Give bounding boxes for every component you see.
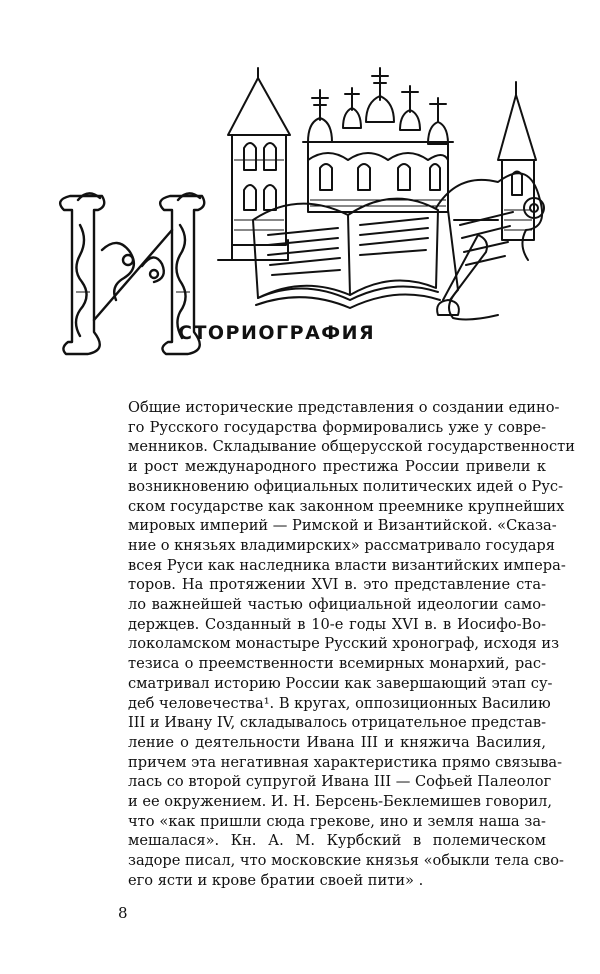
text-line: держцев. Созданный в 10-е годы XVI в. в Иосифо-Во-	[128, 615, 546, 633]
text-line: ление о деятельности Ивана III и княжича Василия,	[128, 733, 546, 751]
text-line: локоламском монастыре Русский хронограф, исходя из	[128, 635, 560, 653]
text-line: III и Ивану IV, складывалось отрицательное представ-	[128, 714, 547, 732]
text-line: что «как пришли сюда грекове, ино и земля наша за-	[128, 812, 546, 830]
text-line: тезиса о преемственности всемирных монархий, рас-	[128, 655, 546, 673]
text-line: мешалася». Кн. А. М. Курбский в полемическом	[128, 832, 546, 850]
text-line: всея Руси как наследника власти византийских импера-	[128, 556, 566, 574]
inkwell-quill-drawing	[437, 235, 487, 315]
text-line: причем эта негативная характеристика прямо связыва-	[128, 753, 563, 771]
tower-left-drawing	[228, 68, 290, 260]
text-line: и рост международного престижа России привели к	[128, 458, 546, 476]
body-paragraph	[128, 398, 575, 891]
text-line: торов. На протяжении XVI в. это представление ста-	[128, 576, 546, 594]
text-line: и ее окружением. И. Н. Берсень-Беклемишев говорил,	[128, 793, 552, 811]
wall-drawing	[218, 240, 288, 260]
text-line: менников. Складывание общерусской государственности	[128, 438, 575, 456]
cathedral-domes-drawing	[303, 68, 453, 212]
kremlin-book-illustration	[58, 60, 548, 360]
text-line: Общие исторические представления о создании едино-	[128, 399, 560, 416]
text-line: сматривал историю России как завершающий этап су-	[128, 674, 553, 692]
text-line: возникновению официальных политических идей о Рус-	[128, 477, 564, 495]
text-line: ло важнейшей частью официальной идеологии само-	[128, 596, 546, 614]
text-line: мировых империй — Римской и Византийской. «Сказа-	[128, 517, 557, 535]
text-line: задоре писал, что московские князья «обыкли тела сво-	[128, 852, 564, 870]
text-line: ском государстве как законном преемнике крупнейших	[128, 497, 565, 515]
text-line: его ясти и крове братии своей пити» .	[128, 871, 424, 889]
text-line: лась со второй супругой Ивана III — Софьей Палеолог	[128, 773, 552, 791]
chapter-heading	[178, 322, 375, 344]
page-number: 8	[118, 904, 128, 922]
chapter-heading-text: СТОРИОГРАФИЯ	[178, 322, 376, 344]
text-line: го Русского государства формировались уже у совре-	[128, 418, 546, 436]
text-line: ние о князьях владимирских» рассматривало государя	[128, 536, 555, 554]
text-line: деб человечества¹. В кругах, оппозиционных Василию	[128, 694, 551, 712]
open-book-drawing	[253, 199, 440, 308]
